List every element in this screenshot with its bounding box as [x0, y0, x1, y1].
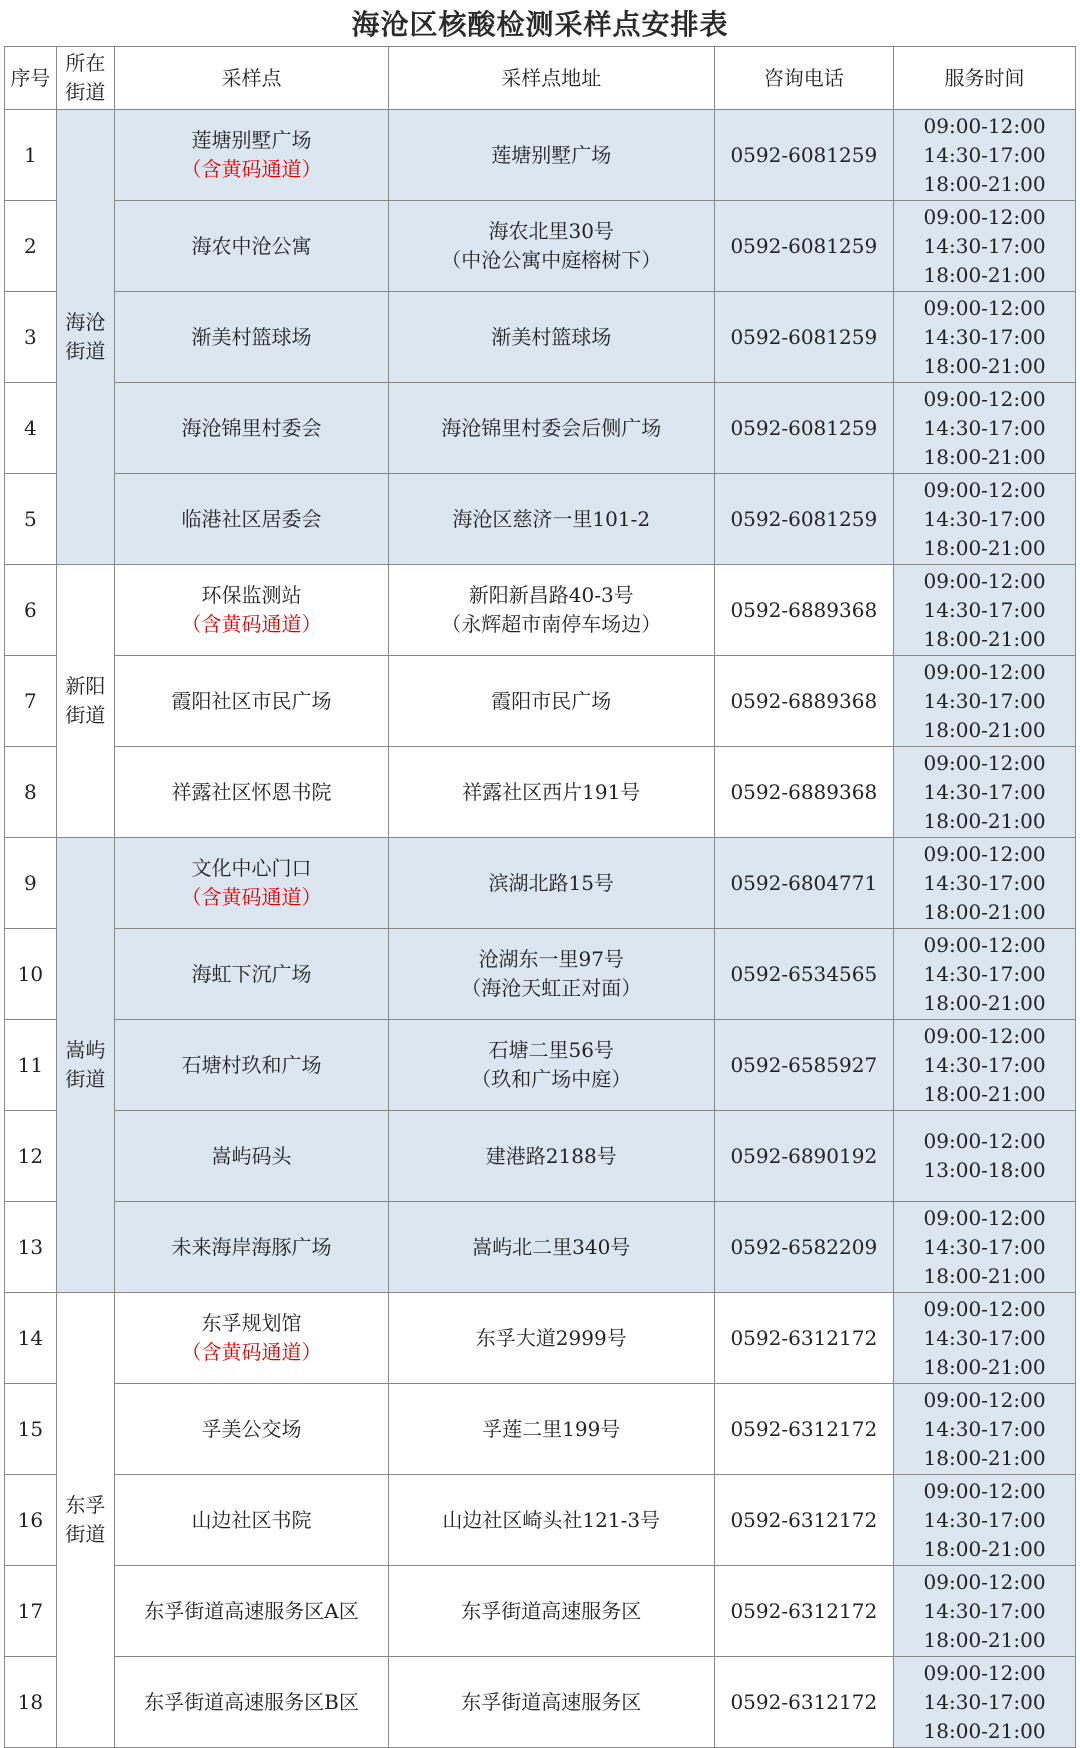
street-line1: 海沧 — [65, 310, 106, 334]
cell-site — [115, 1657, 389, 1748]
table-row — [5, 929, 1076, 1020]
header-street — [56, 47, 114, 110]
site-name: 祥露社区怀恩书院 — [171, 779, 332, 804]
cell-address — [388, 1020, 714, 1111]
address-line1: 孚莲二里199号 — [482, 1416, 621, 1441]
time-slot-3: 18:00-21:00 — [923, 808, 1046, 833]
time-slot-1: 09:00-12:00 — [923, 1478, 1046, 1503]
cell-index — [5, 1475, 57, 1566]
yellow-code-note: （含黄码通道） — [181, 157, 322, 181]
cell-street — [56, 838, 114, 1293]
cell-hours — [894, 838, 1076, 929]
cell-address — [388, 1475, 714, 1566]
address-line1: 霞阳市民广场 — [491, 688, 612, 713]
site-name: 孚美公交场 — [201, 1416, 302, 1441]
cell-site — [115, 1293, 389, 1384]
time-slot-1: 09:00-12:00 — [923, 1129, 1046, 1153]
time-slot-3: 18:00-21:00 — [923, 262, 1046, 287]
address-line1: 渐美村篮球场 — [491, 324, 612, 349]
cell-address — [388, 656, 714, 747]
index-text: 18 — [17, 1689, 44, 1714]
time-slot-3: 18:00-21:00 — [923, 444, 1046, 469]
time-slot-1: 09:00-12:00 — [923, 1296, 1046, 1321]
index-text: 8 — [23, 779, 37, 804]
cell-site — [115, 929, 389, 1020]
address-line1: 海农北里30号 — [488, 219, 614, 243]
cell-hours — [894, 1475, 1076, 1566]
cell-hours — [894, 1020, 1076, 1111]
time-slot-3: 18:00-21:00 — [923, 1081, 1046, 1106]
index-text: 11 — [17, 1052, 44, 1077]
index-text: 5 — [23, 506, 37, 531]
phone-text: 0592-6889368 — [730, 688, 878, 713]
table-row — [5, 383, 1076, 474]
cell-index — [5, 929, 57, 1020]
index-text: 7 — [23, 688, 37, 713]
cell-address — [388, 110, 714, 201]
cell-hours — [894, 1384, 1076, 1475]
cell-hours — [894, 747, 1076, 838]
cell-phone — [714, 1020, 894, 1111]
time-slot-1: 09:00-12:00 — [923, 295, 1046, 320]
cell-site — [115, 656, 389, 747]
phone-text: 0592-6890192 — [730, 1143, 878, 1168]
street-line2: 街道 — [65, 1522, 106, 1546]
phone-text: 0592-6081259 — [730, 233, 878, 258]
time-slot-1: 09:00-12:00 — [923, 932, 1046, 957]
table-row — [5, 1111, 1076, 1202]
address-line1: 东孚街道高速服务区 — [461, 1689, 642, 1714]
time-slot-1: 09:00-12:00 — [923, 1023, 1046, 1048]
street-line2: 街道 — [65, 1067, 106, 1091]
cell-address — [388, 747, 714, 838]
address-line2: （中沧公寓中庭榕树下） — [441, 248, 662, 272]
cell-address — [388, 292, 714, 383]
header-row — [5, 47, 1076, 110]
cell-site — [115, 110, 389, 201]
time-slot-2: 14:30-17:00 — [923, 415, 1046, 440]
cell-phone — [714, 1293, 894, 1384]
cell-index — [5, 1657, 57, 1748]
cell-hours — [894, 1657, 1076, 1748]
address-line2: （玖和广场中庭） — [471, 1067, 632, 1091]
phone-text: 0592-6312172 — [730, 1598, 878, 1623]
cell-phone — [714, 201, 894, 292]
index-text: 14 — [17, 1325, 44, 1350]
table-row — [5, 1657, 1076, 1748]
time-slot-2: 14:30-17:00 — [923, 1234, 1046, 1259]
phone-text: 0592-6889368 — [730, 779, 878, 804]
cell-phone — [714, 838, 894, 929]
cell-address — [388, 1566, 714, 1657]
header-address: 采样点地址 — [388, 47, 714, 110]
table-row — [5, 1384, 1076, 1475]
time-slot-2: 13:00-18:00 — [923, 1158, 1046, 1182]
cell-hours — [894, 383, 1076, 474]
cell-phone — [714, 1111, 894, 1202]
table-row — [5, 292, 1076, 383]
phone-text: 0592-6534565 — [730, 961, 878, 986]
address-line1: 祥露社区西片191号 — [462, 779, 641, 804]
time-slot-2: 14:30-17:00 — [923, 779, 1046, 804]
site-name: 东孚街道高速服务区A区 — [144, 1598, 359, 1623]
cell-phone — [714, 110, 894, 201]
cell-phone — [714, 1202, 894, 1293]
street-line2: 街道 — [65, 703, 106, 727]
time-slot-3: 18:00-21:00 — [923, 626, 1046, 651]
table-row — [5, 1475, 1076, 1566]
address-line1: 建港路2188号 — [485, 1143, 617, 1168]
time-slot-2: 14:30-17:00 — [923, 597, 1046, 622]
cell-hours — [894, 1111, 1076, 1202]
time-slot-1: 09:00-12:00 — [923, 568, 1046, 593]
index-text: 2 — [23, 233, 37, 258]
header-phone: 咨询电话 — [714, 47, 894, 110]
cell-site — [115, 1566, 389, 1657]
address-line1: 东孚街道高速服务区 — [461, 1598, 642, 1623]
time-slot-1: 09:00-12:00 — [923, 750, 1046, 775]
address-line1: 莲塘别墅广场 — [491, 142, 612, 167]
time-slot-3: 18:00-21:00 — [923, 171, 1046, 196]
address-line1: 东孚大道2999号 — [475, 1325, 627, 1350]
site-name: 临港社区居委会 — [181, 506, 322, 531]
time-slot-2: 14:30-17:00 — [923, 142, 1046, 167]
cell-address — [388, 1384, 714, 1475]
site-name: 嵩屿码头 — [211, 1143, 292, 1168]
index-text: 12 — [17, 1143, 44, 1168]
time-slot-3: 18:00-21:00 — [923, 717, 1046, 742]
cell-phone — [714, 929, 894, 1020]
phone-text: 0592-6312172 — [730, 1325, 878, 1350]
address-line1: 山边社区崎头社121-3号 — [442, 1507, 661, 1532]
time-slot-2: 14:30-17:00 — [923, 506, 1046, 531]
site-name: 莲塘别墅广场 — [191, 128, 312, 152]
cell-site — [115, 1475, 389, 1566]
cell-phone — [714, 565, 894, 656]
time-slot-3: 18:00-21:00 — [923, 1627, 1046, 1652]
time-slot-2: 14:30-17:00 — [923, 961, 1046, 986]
cell-index — [5, 1566, 57, 1657]
table-row — [5, 838, 1076, 929]
index-text: 4 — [23, 415, 37, 440]
index-text: 17 — [17, 1598, 44, 1623]
phone-text: 0592-6081259 — [730, 506, 878, 531]
street-line1: 新阳 — [65, 674, 106, 698]
cell-hours — [894, 656, 1076, 747]
yellow-code-note: （含黄码通道） — [181, 885, 322, 909]
time-slot-2: 14:30-17:00 — [923, 324, 1046, 349]
cell-phone — [714, 1566, 894, 1657]
site-name: 霞阳社区市民广场 — [171, 688, 332, 713]
index-text: 16 — [17, 1507, 44, 1532]
time-slot-1: 09:00-12:00 — [923, 841, 1046, 866]
table-row — [5, 201, 1076, 292]
time-slot-2: 14:30-17:00 — [923, 1416, 1046, 1441]
table-row — [5, 1020, 1076, 1111]
address-line2: （海沧天虹正对面） — [461, 976, 642, 1000]
cell-site — [115, 383, 389, 474]
phone-text: 0592-6081259 — [730, 324, 878, 349]
address-line1: 沧湖东一里97号 — [478, 947, 624, 971]
street-line1: 东孚 — [65, 1493, 106, 1517]
time-slot-1: 09:00-12:00 — [923, 386, 1046, 411]
table-row — [5, 565, 1076, 656]
cell-site — [115, 474, 389, 565]
site-name: 石塘村玖和广场 — [181, 1052, 322, 1077]
site-name: 未来海岸海豚广场 — [171, 1234, 332, 1259]
cell-hours — [894, 1566, 1076, 1657]
cell-street — [56, 565, 114, 838]
phone-text: 0592-6582209 — [730, 1234, 878, 1259]
header-street-line2: 街道 — [65, 80, 106, 104]
cell-index — [5, 1202, 57, 1293]
cell-index — [5, 1384, 57, 1475]
cell-site — [115, 565, 389, 656]
cell-site — [115, 201, 389, 292]
cell-site — [115, 838, 389, 929]
site-name: 东孚街道高速服务区B区 — [144, 1689, 359, 1714]
index-text: 15 — [17, 1416, 44, 1441]
time-slot-1: 09:00-12:00 — [923, 477, 1046, 502]
table-row — [5, 656, 1076, 747]
time-slot-2: 14:30-17:00 — [923, 1325, 1046, 1350]
cell-index — [5, 1020, 57, 1111]
cell-phone — [714, 1384, 894, 1475]
phone-text: 0592-6081259 — [730, 415, 878, 440]
page-title: 海沧区核酸检测采样点安排表 — [351, 8, 729, 41]
header-street-line1: 所在 — [65, 51, 106, 75]
cell-index — [5, 292, 57, 383]
cell-hours — [894, 565, 1076, 656]
time-slot-2: 14:30-17:00 — [923, 233, 1046, 258]
cell-address — [388, 929, 714, 1020]
site-name: 东孚规划馆 — [201, 1311, 302, 1335]
phone-text: 0592-6889368 — [730, 597, 878, 622]
yellow-code-note: （含黄码通道） — [181, 1340, 322, 1364]
cell-hours — [894, 474, 1076, 565]
table-row — [5, 747, 1076, 838]
phone-text: 0592-6312172 — [730, 1689, 878, 1714]
street-line2: 街道 — [65, 339, 106, 363]
cell-hours — [894, 1293, 1076, 1384]
cell-index — [5, 747, 57, 838]
cell-index — [5, 1111, 57, 1202]
phone-text: 0592-6081259 — [730, 142, 878, 167]
cell-street — [56, 1293, 114, 1748]
site-name: 海虹下沉广场 — [191, 961, 312, 986]
table-row — [5, 110, 1076, 201]
cell-phone — [714, 292, 894, 383]
time-slot-3: 18:00-21:00 — [923, 1263, 1046, 1288]
cell-site — [115, 1111, 389, 1202]
time-slot-3: 18:00-21:00 — [923, 1718, 1046, 1743]
schedule-table — [4, 46, 1076, 1748]
cell-address — [388, 1293, 714, 1384]
cell-address — [388, 838, 714, 929]
cell-hours — [894, 1202, 1076, 1293]
cell-index — [5, 1293, 57, 1384]
table-row — [5, 1202, 1076, 1293]
time-slot-1: 09:00-12:00 — [923, 1205, 1046, 1230]
cell-address — [388, 383, 714, 474]
table-row — [5, 1293, 1076, 1384]
time-slot-3: 18:00-21:00 — [923, 1536, 1046, 1561]
phone-text: 0592-6804771 — [730, 870, 878, 895]
index-text: 13 — [17, 1234, 44, 1259]
cell-phone — [714, 1475, 894, 1566]
cell-hours — [894, 201, 1076, 292]
cell-street — [56, 110, 114, 565]
phone-text: 0592-6585927 — [730, 1052, 878, 1077]
cell-index — [5, 474, 57, 565]
street-line1: 嵩屿 — [65, 1038, 106, 1062]
cell-index — [5, 110, 57, 201]
time-slot-2: 14:30-17:00 — [923, 1598, 1046, 1623]
time-slot-2: 14:30-17:00 — [923, 870, 1046, 895]
address-line1: 嵩屿北二里340号 — [472, 1234, 631, 1259]
index-text: 10 — [17, 961, 44, 986]
cell-site — [115, 747, 389, 838]
time-slot-3: 18:00-21:00 — [923, 1445, 1046, 1470]
time-slot-2: 14:30-17:00 — [923, 1689, 1046, 1714]
index-text: 9 — [23, 870, 37, 895]
site-name: 海农中沧公寓 — [191, 233, 312, 258]
time-slot-3: 18:00-21:00 — [923, 535, 1046, 560]
time-slot-1: 09:00-12:00 — [923, 659, 1046, 684]
cell-site — [115, 1202, 389, 1293]
time-slot-2: 14:30-17:00 — [923, 688, 1046, 713]
index-text: 6 — [23, 597, 37, 622]
yellow-code-note: （含黄码通道） — [181, 612, 322, 636]
table-row — [5, 474, 1076, 565]
cell-index — [5, 201, 57, 292]
header-index: 序号 — [5, 47, 57, 110]
cell-hours — [894, 292, 1076, 383]
cell-phone — [714, 1657, 894, 1748]
cell-phone — [714, 383, 894, 474]
time-slot-2: 14:30-17:00 — [923, 1507, 1046, 1532]
cell-address — [388, 1202, 714, 1293]
cell-address — [388, 201, 714, 292]
address-line1: 海沧锦里村委会后侧广场 — [441, 415, 662, 440]
time-slot-1: 09:00-12:00 — [923, 113, 1046, 138]
site-name: 渐美村篮球场 — [191, 324, 312, 349]
address-line1: 滨湖北路15号 — [488, 870, 614, 895]
site-name: 山边社区书院 — [191, 1507, 312, 1532]
cell-address — [388, 565, 714, 656]
time-slot-1: 09:00-12:00 — [923, 1387, 1046, 1412]
time-slot-3: 18:00-21:00 — [923, 990, 1046, 1015]
index-text: 1 — [23, 142, 37, 167]
cell-address — [388, 1657, 714, 1748]
cell-phone — [714, 474, 894, 565]
cell-index — [5, 838, 57, 929]
time-slot-3: 18:00-21:00 — [923, 899, 1046, 924]
header-hours: 服务时间 — [894, 47, 1076, 110]
time-slot-3: 18:00-21:00 — [923, 353, 1046, 378]
cell-phone — [714, 656, 894, 747]
address-line2: （永辉超市南停车场边） — [441, 612, 662, 636]
site-name: 环保监测站 — [201, 583, 302, 607]
time-slot-1: 09:00-12:00 — [923, 1660, 1046, 1685]
cell-index — [5, 383, 57, 474]
index-text: 3 — [23, 324, 37, 349]
cell-site — [115, 1020, 389, 1111]
cell-hours — [894, 110, 1076, 201]
phone-text: 0592-6312172 — [730, 1507, 878, 1532]
cell-site — [115, 292, 389, 383]
address-line1: 新阳新昌路40-3号 — [468, 583, 634, 607]
time-slot-1: 09:00-12:00 — [923, 1569, 1046, 1594]
site-name: 文化中心门口 — [191, 856, 312, 880]
time-slot-2: 14:30-17:00 — [923, 1052, 1046, 1077]
address-line1: 海沧区慈济一里101-2 — [452, 506, 651, 531]
address-line1: 石塘二里56号 — [488, 1038, 614, 1062]
time-slot-1: 09:00-12:00 — [923, 204, 1046, 229]
header-site: 采样点 — [115, 47, 389, 110]
cell-index — [5, 565, 57, 656]
cell-hours — [894, 929, 1076, 1020]
cell-phone — [714, 747, 894, 838]
phone-text: 0592-6312172 — [730, 1416, 878, 1441]
table-row — [5, 1566, 1076, 1657]
site-name: 海沧锦里村委会 — [181, 415, 322, 440]
time-slot-3: 18:00-21:00 — [923, 1354, 1046, 1379]
cell-site — [115, 1384, 389, 1475]
cell-address — [388, 1111, 714, 1202]
cell-address — [388, 474, 714, 565]
cell-index — [5, 656, 57, 747]
